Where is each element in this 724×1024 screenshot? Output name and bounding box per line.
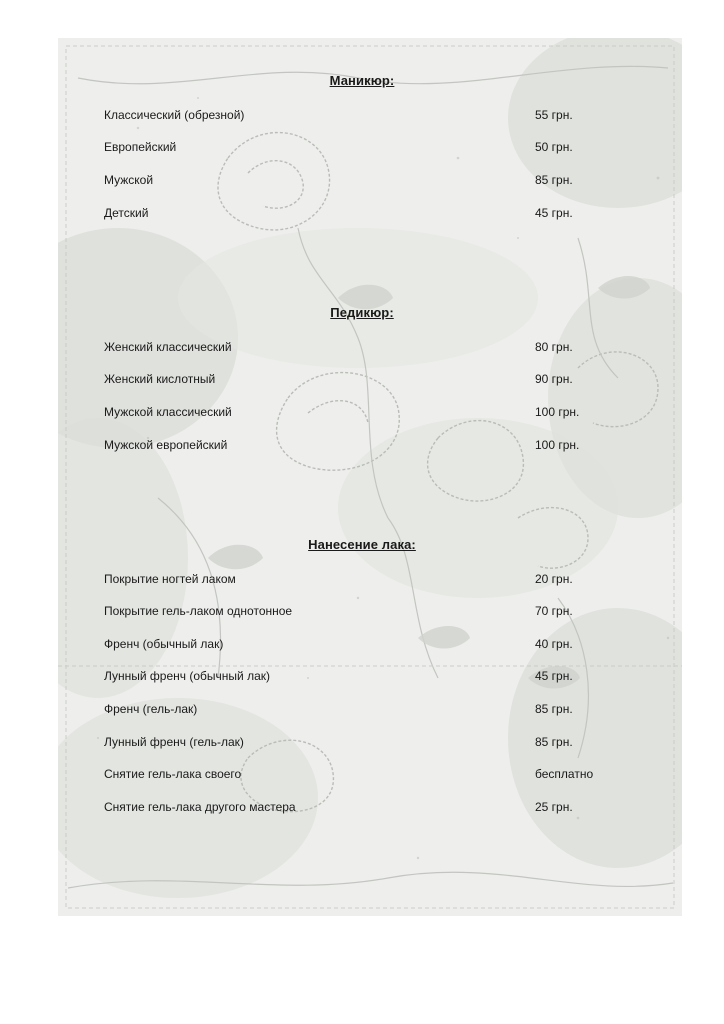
service-price: 45 грн. xyxy=(535,206,573,220)
list-item xyxy=(0,572,724,590)
list-item xyxy=(0,372,724,390)
section-title-manicure: Маникюр: xyxy=(329,73,395,88)
service-price: 70 грн. xyxy=(535,604,573,618)
service-name: Европейский xyxy=(104,140,177,154)
service-name: Мужской европейский xyxy=(104,438,228,452)
service-price: 20 грн. xyxy=(535,572,573,586)
list-item xyxy=(0,800,724,818)
service-price: бесплатно xyxy=(535,767,594,781)
service-name: Женский кислотный xyxy=(104,372,216,386)
list-item xyxy=(0,702,724,720)
section-title-pedicure: Педикюр: xyxy=(330,305,394,320)
service-name: Покрытие ногтей лаком xyxy=(104,572,236,586)
service-price: 45 грн. xyxy=(535,669,573,683)
service-price: 85 грн. xyxy=(535,735,573,749)
service-price: 50 грн. xyxy=(535,140,573,154)
list-item xyxy=(0,604,724,622)
service-name: Мужской xyxy=(104,173,154,187)
service-name: Женский классический xyxy=(104,340,232,354)
list-item xyxy=(0,735,724,753)
service-price: 25 грн. xyxy=(535,800,573,814)
list-item xyxy=(0,637,724,655)
service-name: Лунный френч (гель-лак) xyxy=(104,735,244,749)
list-item xyxy=(0,669,724,687)
service-name: Покрытие гель-лаком однотонное xyxy=(104,604,293,618)
list-item xyxy=(0,405,724,423)
service-name: Лунный френч (обычный лак) xyxy=(104,669,270,683)
service-price: 80 грн. xyxy=(535,340,573,354)
service-price: 85 грн. xyxy=(535,702,573,716)
service-price: 100 грн. xyxy=(535,405,580,419)
service-name: Френч (гель-лак) xyxy=(104,702,198,716)
list-item xyxy=(0,767,724,785)
service-price: 40 грн. xyxy=(535,637,573,651)
service-name: Мужской классический xyxy=(104,405,232,419)
list-item xyxy=(0,438,724,456)
service-name: Френч (обычный лак) xyxy=(104,637,224,651)
list-item xyxy=(0,173,724,191)
service-price: 100 грн. xyxy=(535,438,580,452)
service-name: Классический (обрезной) xyxy=(104,108,245,122)
service-name: Снятие гель-лака своего xyxy=(104,767,242,781)
service-price: 85 грн. xyxy=(535,173,573,187)
service-name: Снятие гель-лака другого мастера xyxy=(104,800,296,814)
service-price: 90 грн. xyxy=(535,372,573,386)
list-item xyxy=(0,140,724,158)
list-item xyxy=(0,206,724,224)
section-title-polish: Нанесение лака: xyxy=(308,537,416,552)
list-item xyxy=(0,340,724,358)
list-item xyxy=(0,108,724,126)
service-price: 55 грн. xyxy=(535,108,573,122)
service-name: Детский xyxy=(104,206,149,220)
